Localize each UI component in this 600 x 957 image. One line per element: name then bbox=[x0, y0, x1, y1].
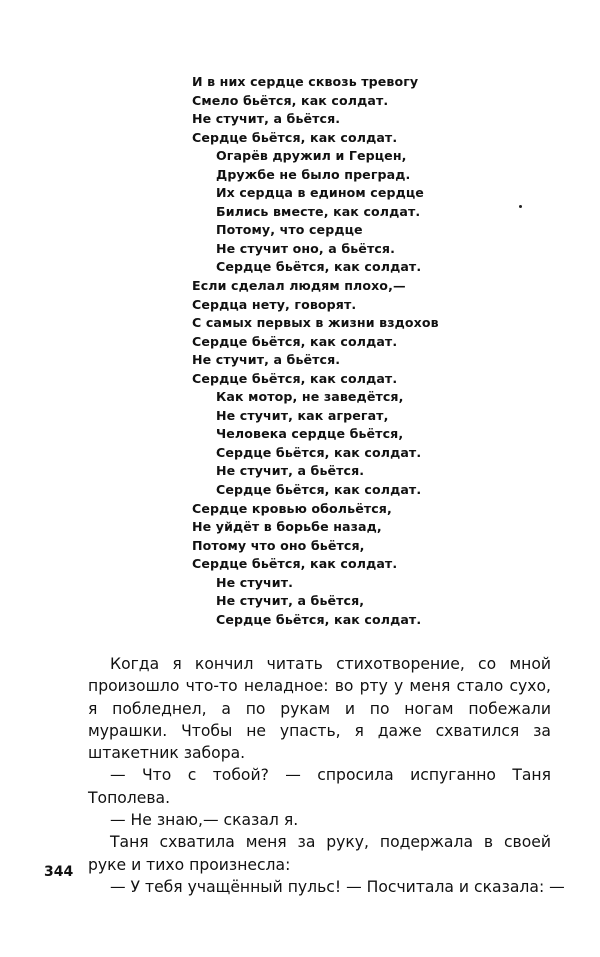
poem-line: Бились вместе, как солдат. bbox=[216, 203, 421, 219]
poem-line: Огарёв дружил и Герцен, bbox=[216, 148, 407, 164]
print-speck bbox=[519, 205, 522, 208]
prose-paragraph: — У тебя учащённый пульс! — Посчитала и сказала: — bbox=[110, 877, 565, 896]
poem-line: Их сердца в едином сердце bbox=[216, 185, 424, 201]
poem-line: Сердце бьётся, как солдат. bbox=[216, 482, 422, 498]
poem-line: Не стучит оно, а бьётся. bbox=[216, 240, 395, 256]
poem-line: И в них сердце сквозь тревогу bbox=[192, 74, 419, 89]
poem-line: Не стучит, а бьётся. bbox=[192, 111, 341, 127]
poem-line: Сердце кровью обольётся, bbox=[192, 500, 392, 516]
poem-line: Как мотор, не заведётся, bbox=[216, 389, 404, 405]
prose-block bbox=[88, 653, 565, 898]
poem-line: Дружбе не было преград. bbox=[216, 166, 411, 182]
poem-line: С самых первых в жизни вздохов bbox=[192, 315, 439, 331]
page-number: 344 bbox=[44, 864, 74, 880]
prose-paragraph: — Что с тобой? — спросила испуганно Таня Тополева. bbox=[88, 766, 551, 807]
poem-line: Не уйдёт в борьбе назад, bbox=[192, 519, 382, 535]
poem-line: Смело бьётся, как солдат. bbox=[192, 92, 389, 108]
poem-line: Сердце бьётся, как солдат. bbox=[216, 259, 422, 275]
prose-paragraph: Когда я кончил читать стихотворение, со мной произошло что-то неладное: во рту у меня стало сухо, я побледнел, а по рукам и по ногам побежали мурашки. Чтобы не упасть, я даже схватился за штакетник забора. bbox=[88, 655, 551, 763]
poem-line: Не стучит, а бьётся. bbox=[216, 463, 365, 479]
poem-line: Сердце бьётся, как солдат. bbox=[192, 370, 398, 386]
poem-line: Потому что оно бьётся, bbox=[192, 537, 365, 553]
poem-block bbox=[192, 73, 492, 629]
poem-line: Сердце бьётся, как солдат. bbox=[216, 444, 422, 460]
poem-line: Сердце бьётся, как солдат. bbox=[192, 556, 398, 572]
poem-line: Потому, что сердце bbox=[216, 222, 363, 238]
poem-line: Сердце бьётся, как солдат. bbox=[192, 333, 398, 349]
poem-line: Если сделал людям плохо,— bbox=[192, 278, 406, 294]
poem-line: Не стучит, а бьётся. bbox=[192, 352, 341, 368]
poem-line: Не стучит, как агрегат, bbox=[216, 407, 389, 423]
poem-line: Сердце бьётся, как солдат. bbox=[216, 611, 422, 627]
poem-line: Сердца нету, говорят. bbox=[192, 296, 357, 312]
poem-line: Не стучит. bbox=[216, 574, 293, 590]
poem-line: Не стучит, а бьётся, bbox=[216, 593, 365, 609]
prose-paragraph: — Не знаю,— сказал я. bbox=[110, 811, 299, 830]
poem-line: Человека сердце бьётся, bbox=[216, 426, 404, 442]
poem-line: Сердце бьётся, как солдат. bbox=[192, 129, 398, 145]
prose-paragraph: Таня схватила меня за руку, подержала в своей руке и тихо произнесла: bbox=[88, 833, 551, 874]
